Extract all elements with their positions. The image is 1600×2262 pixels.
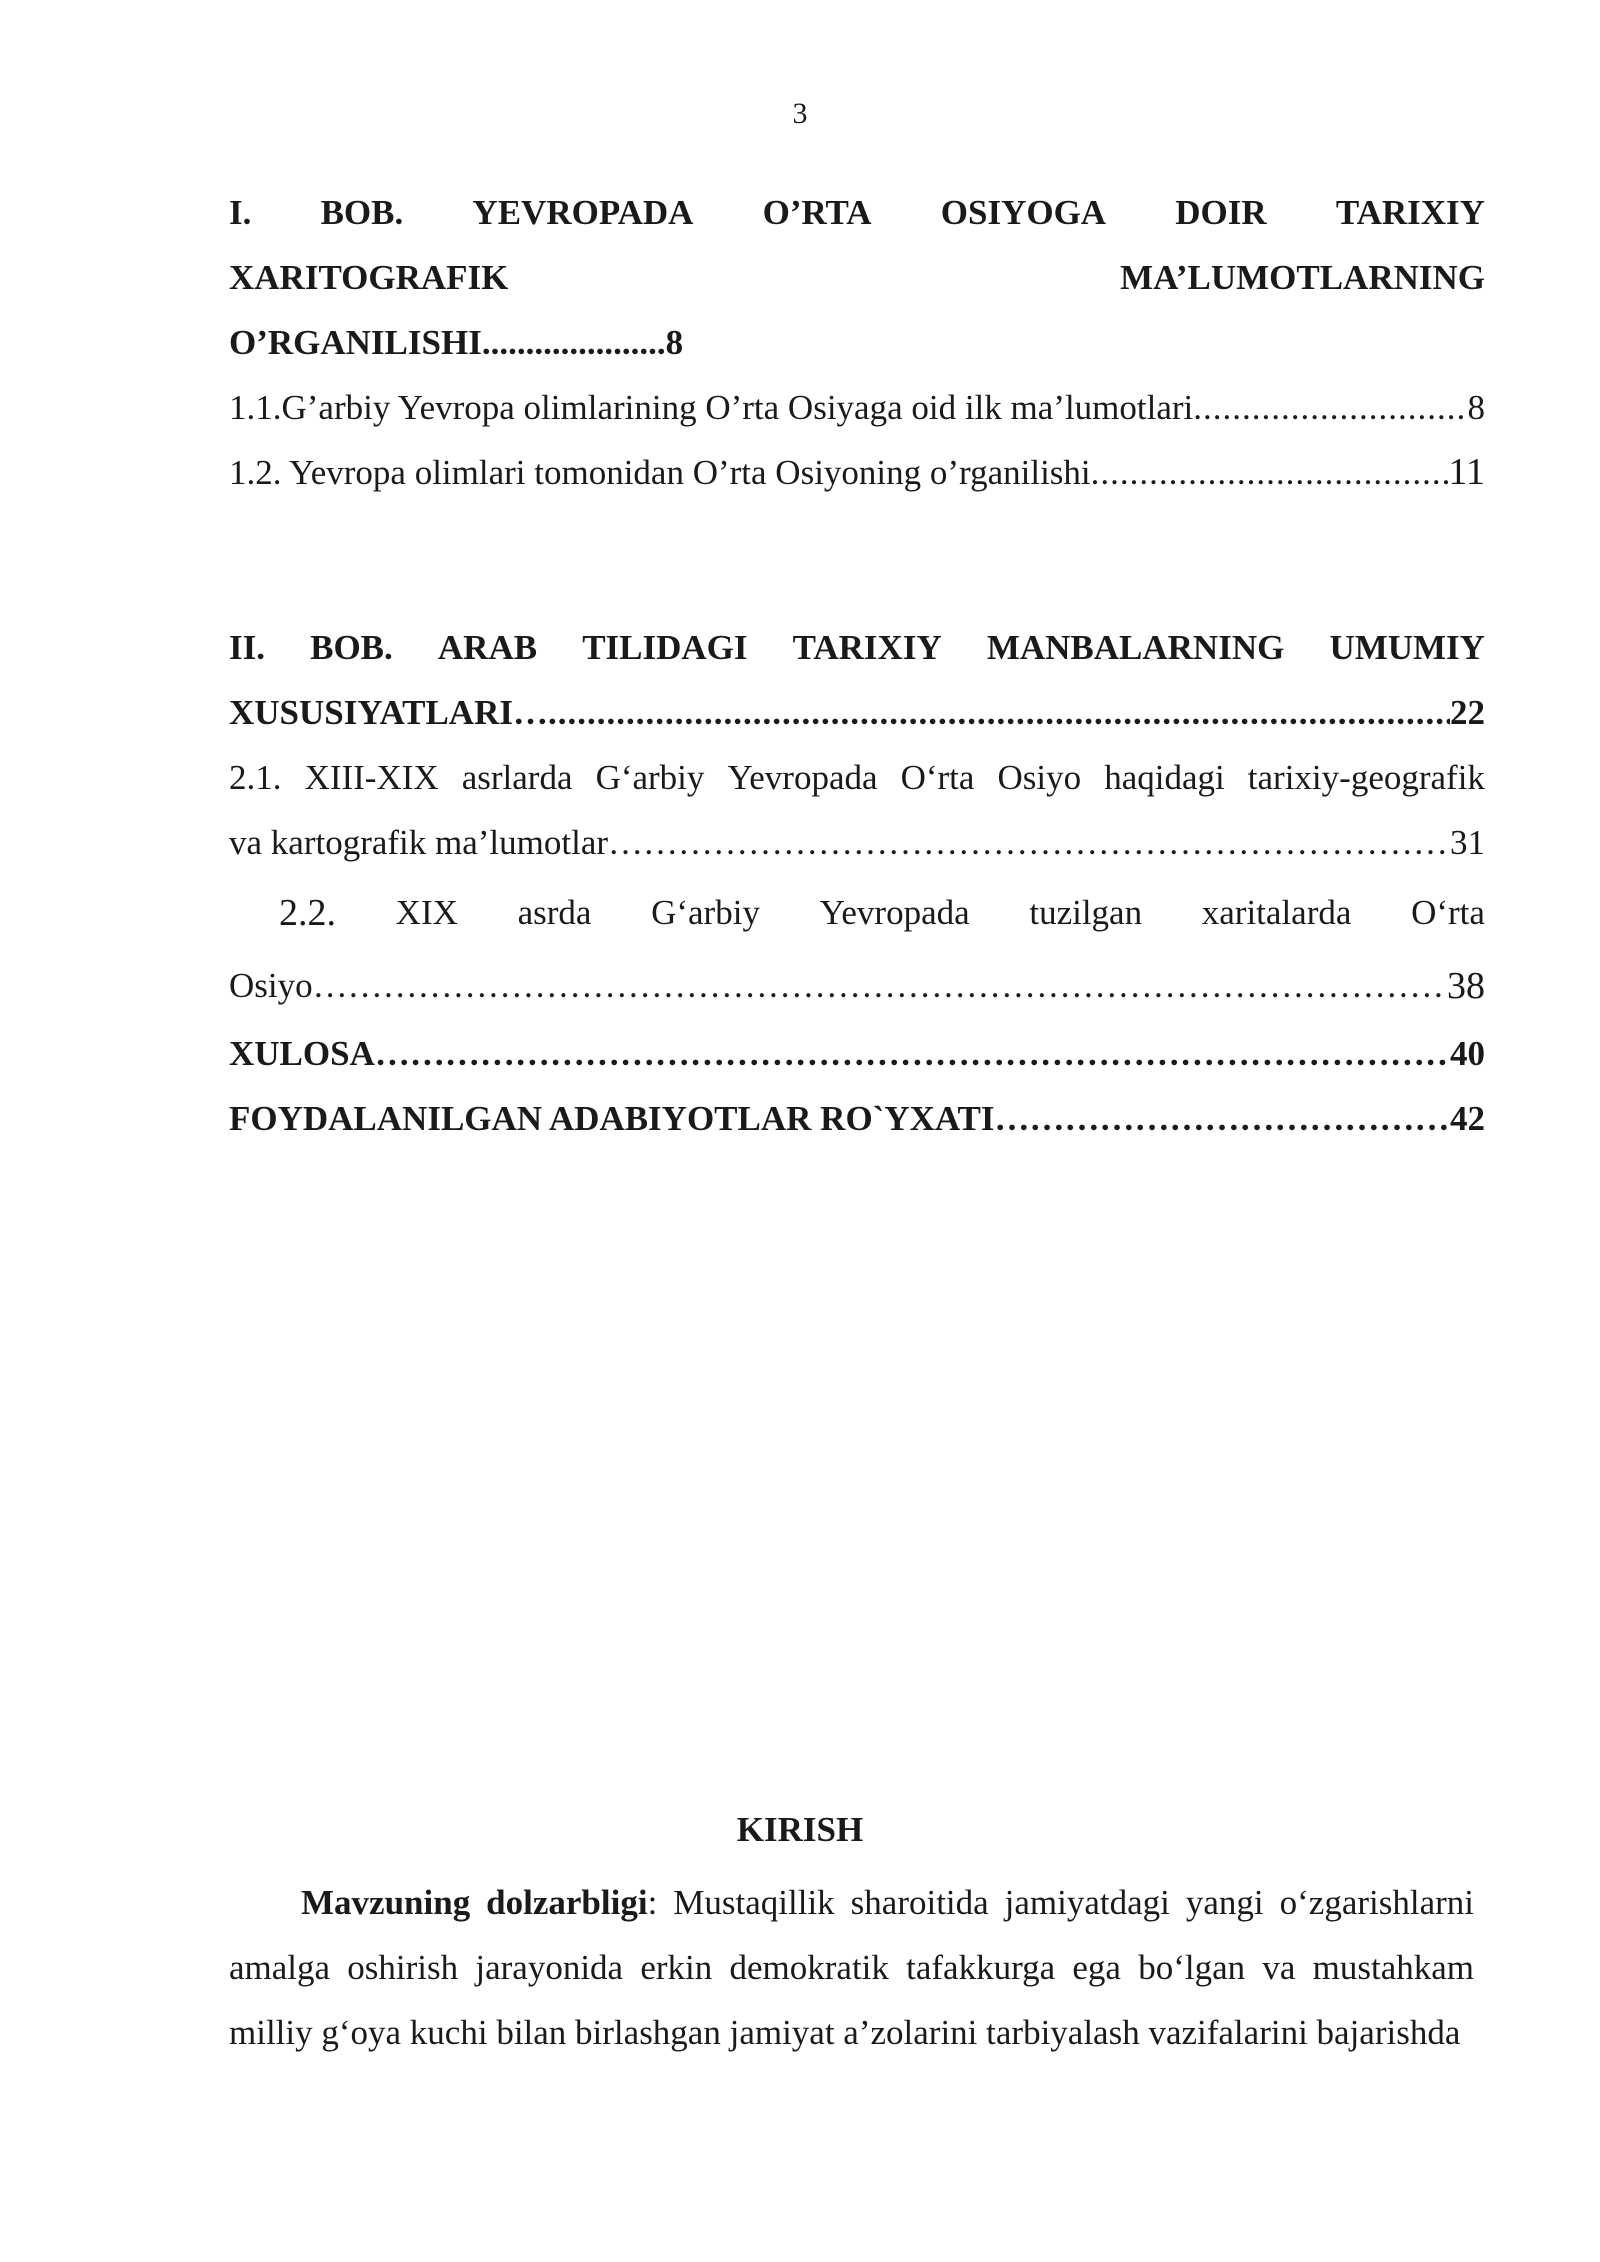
toc-leader	[608, 810, 1450, 875]
toc-page: 40	[1450, 1034, 1485, 1073]
toc-page: 31	[1450, 823, 1485, 862]
toc-entry-2-1-line1	[229, 745, 1485, 810]
toc-word: ARAB	[437, 628, 538, 667]
toc-chapter2-line2	[229, 680, 1485, 745]
toc-entry-xulosa	[229, 1021, 1485, 1086]
toc-entry-title: FOYDALANILGAN ADABIYOTLAR RO`YXATI	[229, 1099, 995, 1138]
toc-entry-title: 1.2. Yevropa olimlari tomonidan O’rta Osiyoning o’rganilishi	[229, 453, 1091, 492]
intro-term: Mavzuning dolzarbligi	[301, 1883, 648, 1922]
toc-page: 8	[665, 323, 684, 362]
toc-chapter1-line2	[229, 245, 1485, 310]
toc-word: II.	[229, 628, 265, 667]
toc-word: Osiyo	[997, 758, 1082, 797]
toc-word: XIX	[395, 893, 458, 932]
toc-entry-title: Osiyo	[229, 966, 313, 1005]
toc-word: Yevropada	[819, 893, 970, 932]
toc-chapter2-line1	[229, 615, 1485, 680]
section-title: KIRISH	[736, 1810, 864, 1849]
toc-word: UMUMIY	[1329, 628, 1485, 667]
toc-word: G‘arbiy	[595, 758, 705, 797]
toc-chapter1-line1	[229, 180, 1485, 245]
toc-leader	[375, 1021, 1450, 1086]
toc-word: DOIR	[1175, 193, 1267, 232]
toc-word: MA’LUMOTLARNING	[1120, 258, 1485, 297]
toc-entry-adabiyot	[229, 1086, 1485, 1151]
toc-leader	[313, 951, 1447, 1021]
toc-chapter1-title-end: O’RGANILISHI	[229, 323, 482, 362]
toc-word: MANBALARNING	[986, 628, 1285, 667]
toc-page: 22	[1450, 693, 1485, 732]
toc-word: YEVROPADA	[472, 193, 694, 232]
toc-entry-title: XULOSA	[229, 1034, 375, 1073]
toc-leader	[1193, 375, 1467, 440]
toc-word: tarixiy-geografik	[1247, 758, 1485, 797]
toc-word: 2.1.	[229, 758, 282, 797]
toc-entry-title: va kartografik ma’lumotlar	[229, 823, 609, 862]
page-number: 3	[792, 97, 808, 130]
toc-entry-1-2	[229, 440, 1485, 505]
toc-chapter1-line3	[229, 310, 1485, 375]
toc-word: TILIDAGI	[582, 628, 748, 667]
toc-leader	[548, 680, 1450, 745]
toc-word: XIII-XIX	[304, 758, 439, 797]
toc-word: O’RTA	[762, 193, 872, 232]
toc-word: asrlarda	[461, 758, 573, 797]
table-of-contents	[229, 180, 1485, 1151]
toc-leader	[1091, 440, 1449, 505]
toc-entry-1-1	[229, 375, 1485, 440]
toc-entry-2-2-line2	[229, 951, 1485, 1021]
toc-word: tuzilgan	[1029, 893, 1143, 932]
toc-page: 11	[1448, 451, 1485, 493]
toc-word: O‘rta	[900, 758, 975, 797]
toc-entry-title: 1.1.G’arbiy Yevropa olimlarining O’rta Osiyaga oid ilk ma’lumotlari	[229, 388, 1194, 427]
toc-page: 8	[1467, 388, 1485, 427]
toc-word: BOB.	[320, 193, 404, 232]
toc-word: Yevropada	[727, 758, 878, 797]
toc-word: TARIXIY	[1335, 193, 1485, 232]
toc-entry-title: XUSUSIYATLARI…	[229, 693, 548, 732]
toc-leader	[995, 1086, 1450, 1151]
toc-word: asrda	[517, 893, 592, 932]
toc-word: xaritalarda	[1201, 893, 1352, 932]
intro-text: : Mustaqillik sharoitida jamiyatdagi yangi o‘zgarishlarni amalga oshirish jarayonida erkin demokratik tafakkurga ega bo‘lgan va mustahkam milliy g‘oya kuchi bilan birlashgan jamiyat a’zolarini tarbiyalash vazifalarini bajarishda	[229, 1883, 1474, 2052]
toc-word: XARITOGRAFIK	[229, 258, 509, 297]
toc-word: I.	[229, 193, 252, 232]
toc-word: BOB.	[310, 628, 393, 667]
toc-page: 42	[1450, 1099, 1485, 1138]
toc-entry-2-1-line2	[229, 810, 1485, 875]
toc-word: O‘rta	[1411, 893, 1485, 932]
toc-word: haqidagi	[1104, 758, 1225, 797]
toc-word: TARIXIY	[792, 628, 942, 667]
intro-paragraph	[229, 1870, 1474, 2065]
toc-word: OSIYOGA	[940, 193, 1107, 232]
toc-word: G‘arbiy	[651, 893, 760, 932]
toc-entry-2-2-line1	[229, 875, 1485, 951]
toc-entry-number: 2.2.	[279, 892, 336, 934]
toc-leader: .....................	[481, 323, 666, 362]
toc-page: 38	[1447, 965, 1485, 1007]
